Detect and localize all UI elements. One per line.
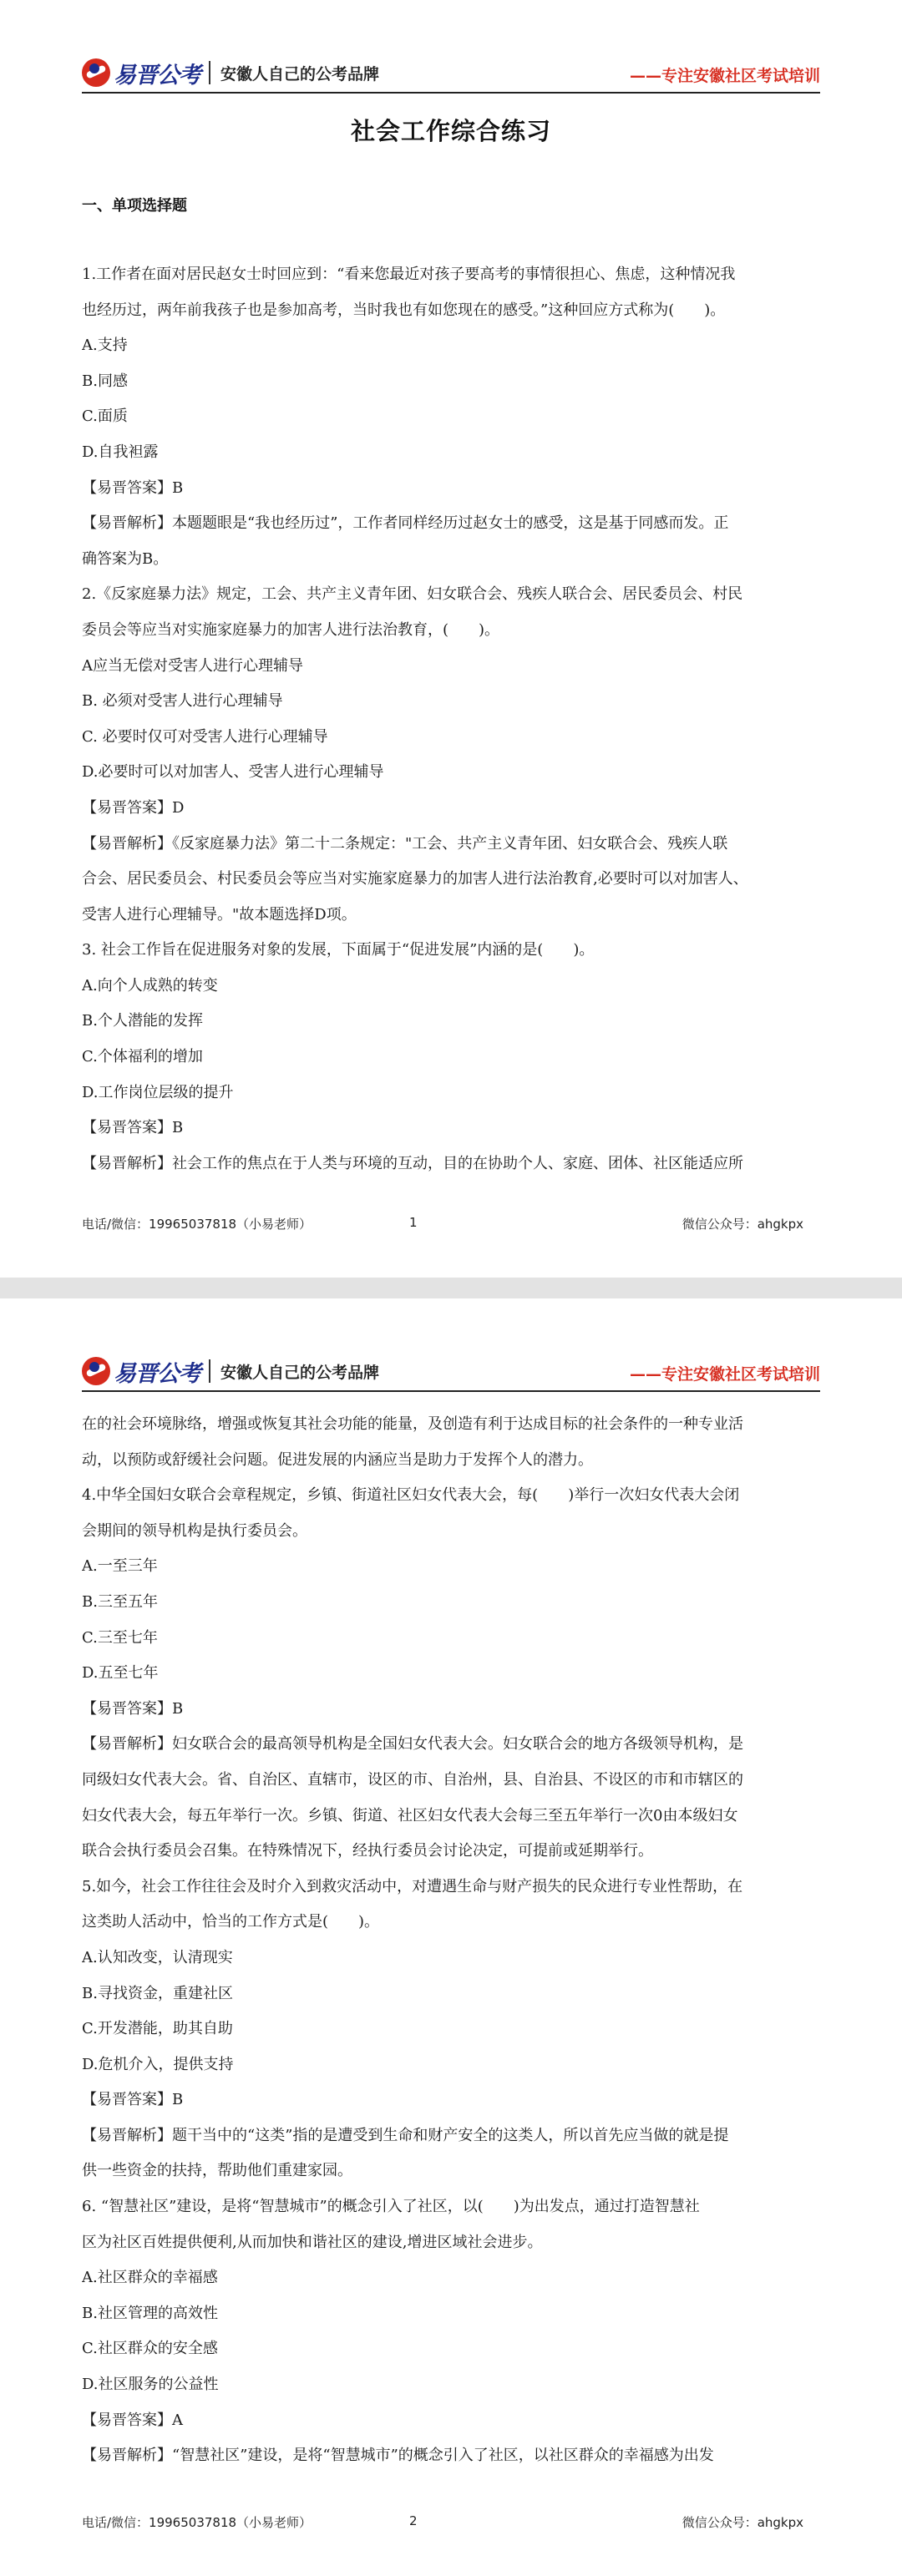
text-line: 4.中华全国妇女联合会章程规定，乡镇、街道社区妇女代表大会，每( )举行一次妇女代表大会闭 [82, 1486, 740, 1505]
text-line: 2.《反家庭暴力法》规定，工会、共产主义青年团、妇女联合会、残疾人联合会、居民委员会、村民 [82, 585, 743, 604]
text-line: C.个体福利的增加 [82, 1048, 203, 1066]
page-footer [82, 1215, 820, 1240]
text-line: 确答案为B。 [82, 549, 169, 568]
text-line: 合会、居民委员会、村民委员会等应当对实施家庭暴力的加害人进行法治教育,必要时可以对加害人、 [82, 870, 748, 888]
text-line: B.同感 [82, 372, 128, 390]
text-line: 供一些资金的扶持，帮助他们重建家园。 [82, 2162, 352, 2180]
text-line: 妇女代表大会，每五年举行一次。乡镇、街道、社区妇女代表大会每三至五年举行一次0由本级妇女 [82, 1806, 738, 1824]
text-line: 区为社区百姓提供便利,从而加快和谐社区的建设,增进区域社会进步。 [82, 2233, 543, 2251]
text-line: D.危机介入，提供支持 [82, 2055, 234, 2073]
text-line: 【易晋答案】B [82, 2091, 184, 2109]
text-line: 【易晋解析】题干当中的“这类”指的是遭受到生命和财产安全的这类人，所以首先应当做的就是提 [82, 2126, 729, 2144]
text-line: 受害人进行心理辅导。"故本题选择D项。 [82, 905, 357, 924]
text-line: C. 必要时仅可对受害人进行心理辅导 [82, 727, 328, 746]
text-line: 【易晋答案】D [82, 798, 185, 817]
text-line: D.五至七年 [82, 1664, 159, 1683]
text-line: 5.如今，社会工作往往会及时介入到救灾活动中，对遭遇生命与财产损失的民众进行专业性帮助，在 [82, 1877, 743, 1895]
text-line: C.开发潜能，助其自助 [82, 2020, 233, 2038]
header-tagline: ——专注安徽社区考试培训 [629, 1365, 820, 1384]
header-divider [209, 1359, 210, 1383]
text-line: 也经历过，两年前我孩子也是参加高考，当时我也有如您现在的感受。”这种回应方式称为( )。 [82, 301, 726, 319]
brand-slogan: 安徽人自己的公考品牌 [220, 1363, 380, 1382]
text-line: 【易晋答案】B [82, 1119, 184, 1137]
text-line: C.社区群众的安全感 [82, 2340, 218, 2358]
page-number: 2 [409, 2513, 418, 2528]
footer-wechat: 微信公众号：ahgkpx [682, 2515, 803, 2530]
text-line: D.社区服务的公益性 [82, 2376, 219, 2394]
text-line: 【易晋解析】社会工作的焦点在于人类与环境的互动，目的在协助个人、家庭、团体、社区能适应所 [82, 1154, 743, 1172]
page-header [82, 53, 820, 95]
section-heading: 一、单项选择题 [82, 197, 187, 215]
page-content [82, 1407, 820, 2474]
brand-logo-text: 易晋公考 [114, 1360, 200, 1387]
text-line: 会期间的领导机构是执行委员会。 [82, 1521, 307, 1540]
text-line: 【易晋答案】B [82, 1699, 184, 1718]
text-line: A.向个人成熟的转变 [82, 976, 218, 994]
text-line: 委员会等应当对实施家庭暴力的加害人进行法治教育，( )。 [82, 620, 500, 639]
text-line: A.一至三年 [82, 1557, 158, 1576]
text-line: B.个人潜能的发挥 [82, 1012, 203, 1030]
brand-slogan: 安徽人自己的公考品牌 [220, 64, 380, 84]
text-line: 联合会执行委员会召集。在特殊情况下，经执行委员会讨论决定，可提前或延期举行。 [82, 1842, 653, 1860]
text-line: 这类助人活动中，恰当的工作方式是( )。 [82, 1913, 380, 1931]
text-line: A应当无偿对受害人进行心理辅导 [82, 656, 303, 675]
page-header [82, 1352, 820, 1394]
page-number: 1 [409, 1215, 418, 1230]
page-footer [82, 2513, 820, 2538]
text-line: 3. 社会工作旨在促进服务对象的发展，下面属于“促进发展”内涵的是( )。 [82, 941, 595, 959]
text-line: D.自我袒露 [82, 443, 159, 461]
header-tagline: ——专注安徽社区考试培训 [629, 67, 820, 85]
text-line: B.三至五年 [82, 1592, 158, 1611]
footer-phone: 电话/微信：19965037818（小易老师） [82, 2515, 312, 2530]
text-line: A.社区群众的幸福感 [82, 2269, 218, 2287]
brand-logo [82, 1354, 379, 1389]
text-line: A.认知改变，认清现实 [82, 1948, 233, 1966]
text-line: 【易晋答案】B [82, 478, 184, 497]
text-line: 6. “智慧社区”建设，是将“智慧城市”的概念引入了社区，以( )为出发点，通过打造智慧社 [82, 2198, 700, 2216]
text-line: 动，以预防或舒缓社会问题。促进发展的内涵应当是助力于发挥个人的潜力。 [82, 1450, 593, 1469]
footer-phone: 电话/微信：19965037818（小易老师） [82, 1217, 312, 1232]
text-line: 同级妇女代表大会。省、自治区、直辖市，设区的市、自治州，县、自治县、不设区的市和市辖区的 [82, 1770, 743, 1789]
text-line: D.工作岗位层级的提升 [82, 1083, 234, 1101]
footer-wechat: 微信公众号：ahgkpx [682, 1217, 803, 1232]
text-line: C.面质 [82, 407, 128, 426]
header-rule [82, 1390, 820, 1392]
brand-logo-icon [82, 1357, 110, 1385]
brand-logo [82, 55, 379, 90]
document-page-1 [0, 0, 902, 1278]
text-line: A.支持 [82, 337, 128, 355]
text-line: 【易晋答案】A [82, 2411, 183, 2429]
text-line: B.寻找资金，重建社区 [82, 1984, 233, 2002]
brand-logo-icon [82, 58, 110, 87]
text-line: C.三至七年 [82, 1628, 158, 1647]
text-line: 【易晋解析】“智慧社区”建设，是将“智慧城市”的概念引入了社区，以社区群众的幸福感为出发 [82, 2447, 714, 2465]
text-line: 【易晋解析】《反家庭暴力法》第二十二条规定："工会、共产主义青年团、妇女联合会、残疾人联 [82, 834, 728, 853]
text-line: D.必要时可以对加害人、受害人进行心理辅导 [82, 763, 384, 782]
text-line: 【易晋解析】妇女联合会的最高领导机构是全国妇女代表大会。妇女联合会的地方各级领导机构，是 [82, 1735, 743, 1754]
text-line: B.社区管理的高效性 [82, 2304, 218, 2322]
document-page-2 [0, 1298, 902, 2576]
header-divider [209, 61, 210, 84]
text-line: 【易晋解析】本题题眼是“我也经历过”，工作者同样经历过赵女士的感受，这是基于同感而发。正 [82, 514, 729, 533]
header-rule [82, 92, 820, 94]
brand-logo-text: 易晋公考 [114, 62, 200, 89]
page-content [82, 257, 820, 1182]
page-title: 社会工作综合练习 [350, 117, 551, 145]
text-line: B. 必须对受害人进行心理辅导 [82, 692, 283, 711]
text-line: 在的社会环境脉络，增强或恢复其社会功能的能量，及创造有利于达成目标的社会条件的一种专业活 [82, 1415, 743, 1433]
text-line: 1.工作者在面对居民赵女士时回应到：“看来您最近对孩子要高考的事情很担心、焦虑，这种情况我 [82, 266, 736, 283]
